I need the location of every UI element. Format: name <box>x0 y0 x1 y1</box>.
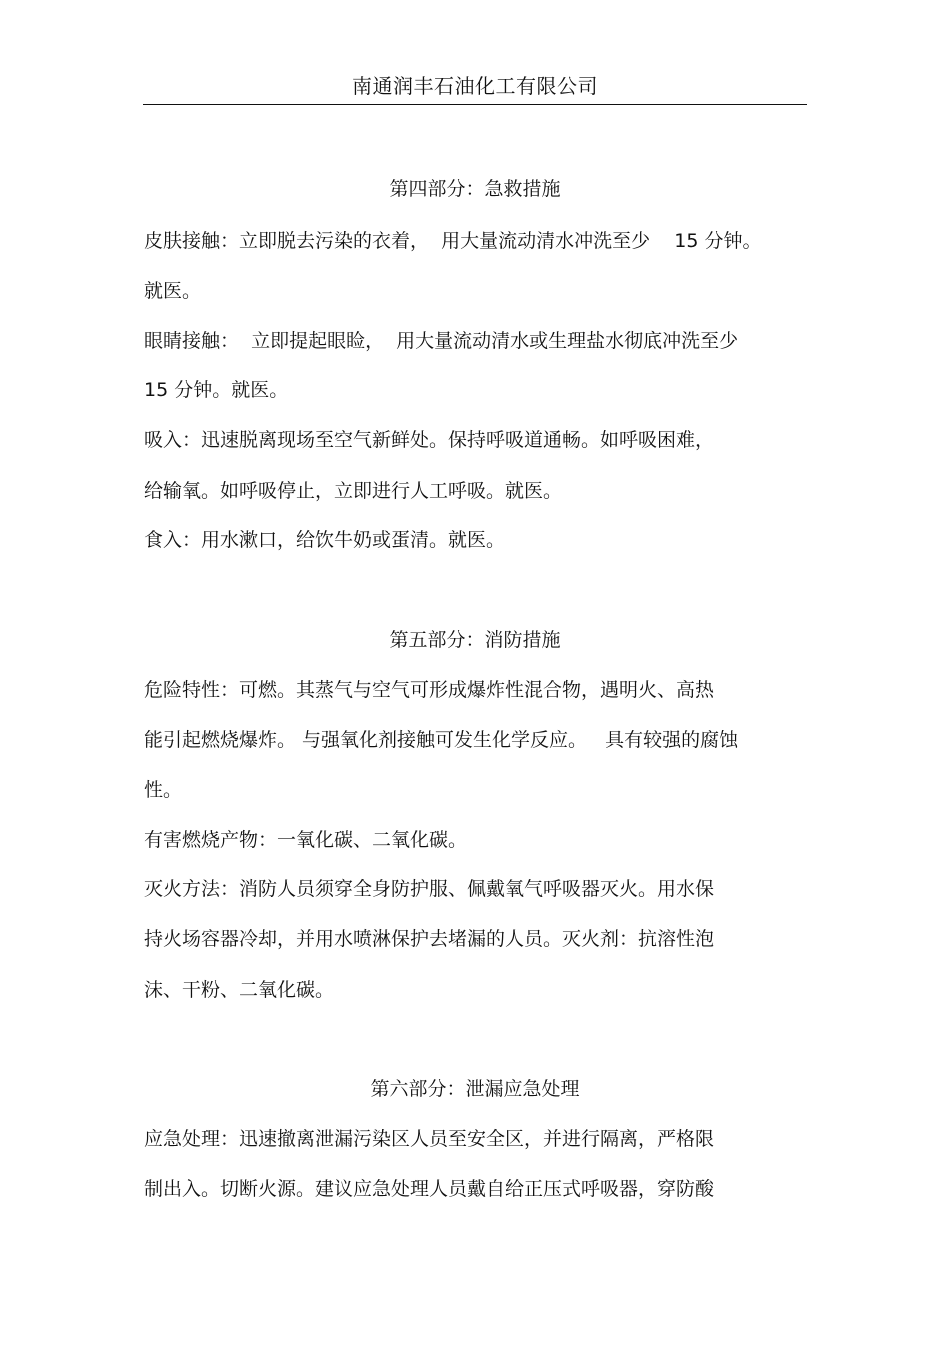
paragraph-line: 就医。 <box>144 280 202 302</box>
paragraph-line: 眼睛接触： 立即提起眼睑， 用大量流动清水或生理盐水彻底冲洗至少 <box>144 330 739 352</box>
paragraph-line: 有害燃烧产物：一氧化碳、二氧化碳。 <box>144 829 468 851</box>
paragraph-line: 给输氧。如呼吸停止，立即进行人工呼吸。就医。 <box>144 480 563 502</box>
paragraph-line: 危险特性：可燃。其蒸气与空气可形成爆炸性混合物，遇明火、高热 <box>144 679 715 701</box>
section-5-title: 第五部分：消防措施 <box>389 629 561 651</box>
paragraph-line: 制出入。切断火源。建议应急处理人员戴自给正压式呼吸器，穿防酸 <box>144 1178 715 1200</box>
paragraph-line: 皮肤接触：立即脱去污染的衣着， 用大量流动清水冲洗至少 15 分钟。 <box>144 230 762 252</box>
company-header: 南通润丰石油化工有限公司 <box>352 74 598 98</box>
paragraph-line: 沫、干粉、二氧化碳。 <box>144 979 335 1001</box>
section-4-title: 第四部分：急救措施 <box>389 178 561 200</box>
paragraph-line: 持火场容器冷却，并用水喷淋保护去堵漏的人员。灭火剂：抗溶性泡 <box>144 928 715 950</box>
header-divider <box>143 104 807 105</box>
section-6-title: 第六部分：泄漏应急处理 <box>370 1078 580 1100</box>
paragraph-line: 性。 <box>144 779 183 801</box>
paragraph-line: 食入：用水漱口，给饮牛奶或蛋清。就医。 <box>144 529 506 551</box>
paragraph-line: 能引起燃烧爆炸。 与强氧化剂接触可发生化学反应。 具有较强的腐蚀 <box>144 729 739 751</box>
paragraph-line: 吸入：迅速脱离现场至空气新鲜处。保持呼吸道通畅。如呼吸困难， <box>144 429 715 451</box>
paragraph-line: 应急处理：迅速撤离泄漏污染区人员至安全区，并进行隔离，严格限 <box>144 1128 715 1150</box>
paragraph-line: 15 分钟。就医。 <box>144 379 289 401</box>
paragraph-line: 灭火方法：消防人员须穿全身防护服、佩戴氧气呼吸器灭火。用水保 <box>144 878 715 900</box>
